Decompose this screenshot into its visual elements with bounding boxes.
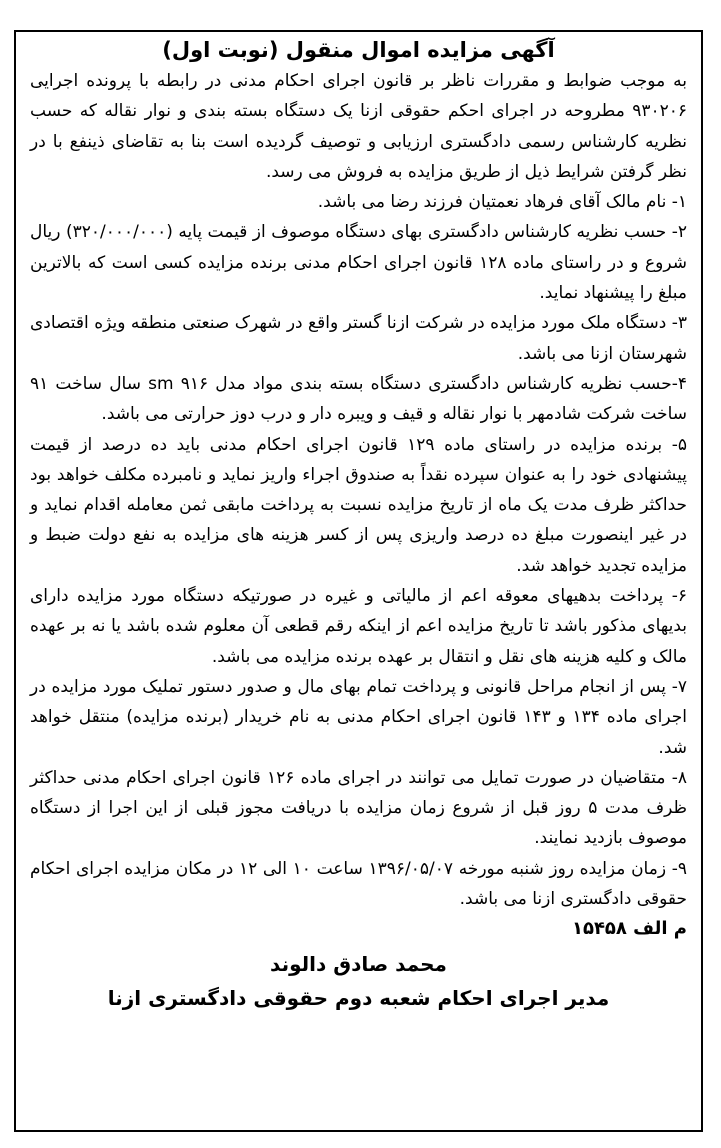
notice-item-3: ۳- دستگاه ملک مورد مزایده در شرکت ازنا گستر واقع در شهرک صنعتی منطقه ویژه اقتصادی شهرستان ازنا می باشد. — [30, 313, 687, 364]
notice-item-6: ۶- پرداخت بدهیهای معوقه اعم از مالیاتی و غیره در صورتیکه دستگاه مورد مزایده دارای بدیهای مذکور باشد تا تاریخ مزایده اعم از اینکه رقم قطعی آن معلوم شده باشد یا نه بر عهده مالک و کلیه هزینه های نقل و انتقال بر عهده برنده مزایده می باشد. — [30, 586, 687, 667]
signatory-title: مدیر اجرای احکام شعبه دوم حقوقی دادگستری ازنا — [107, 986, 610, 1011]
notice-item-7: ۷- پس از انجام مراحل قانونی و پرداخت تمام بهای مال و صدور دستور تملیک مورد مزایده در اجرای ماده ۱۳۴ و ۱۴۳ قانون اجرای احکام مدنی به نام خریدار (برنده مزایده) منتقل خواهد شد. — [30, 676, 687, 758]
notice-frame — [14, 30, 703, 1132]
notice-item-2: ۲- حسب نظریه کارشناس دادگستری بهای دستگاه موصوف از قیمت پایه (۳۲۰/۰۰۰/۰۰۰) ریال شروع و در راستای ماده ۱۲۸ قانون اجرای احکام مدنی برنده مزایده کسی است که بالاترین مبلغ را پیشنهاد نماید. — [30, 222, 687, 304]
reference-number: م الف ۱۵۴۵۸ — [571, 918, 687, 940]
notice-item-1: ۱- نام مالک آقای فرهاد نعمتیان فرزند رضا می باشد. — [317, 192, 687, 213]
notice-item-9: ۹- زمان مزایده روز شنبه مورخه ۱۳۹۶/۰۵/۰۷ ساعت ۱۰ الی ۱۲ در مکان مزایده اجرای احکام حقوقی دادگستری ازنا می باشد. — [30, 858, 687, 910]
notice-item-4: ۴-حسب نظریه کارشناس دادگستری دستگاه بسته بندی مواد مدل sm ۹۱۶ سال ساخت ۹۱ ساخت شرکت شادمهر با نوار نقاله و قیف و ویبره دار و درب دوز حرارتی می باشد. — [30, 373, 687, 425]
notice-item-5: ۵- برنده مزایده در راستای ماده ۱۲۹ قانون اجرای احکام مدنی باید ده درصد از قیمت پیشنهادی خود را به عنوان سپرده نقداً به صندوق اجراء واریز نماید و نامبرده مکلف خواهد بود حداکثر ظرف مدت یک ماه از تاریخ مزایده نسبت به پرداخت مابقی ثمن معامله اقدام نماید و در غیر اینصورت مبلغ ده درصد واریزی پس از کسر هزینه های مزایده به نفع دولت ضبط و مزایده تجدید خواهد شد. — [30, 434, 687, 576]
notice-title: آگهی مزایده اموال منقول (نوبت اول) — [162, 38, 555, 62]
notice-intro: به موجب ضوابط و مقررات ناظر بر قانون اجرای احکام مدنی در رابطه با پرونده اجرایی ۹۳۰۲۰۶ مطروحه در اجرای احکم حقوقی ازنا یک دستگاه بسته بندی و نوار نقاله که حسب نظریه کارشناس رسمی دادگستری ارزیابی و توصیف گردیده است بنا به تقاضای ذینفع با در نظر گرفتن شرایط ذیل از طریق مزایده به فروش می رسد. — [30, 71, 687, 182]
signatory-name: محمد صادق دالوند — [270, 952, 447, 977]
notice-item-8: ۸- متقاضیان در صورت تمایل می توانند در اجرای ماده ۱۲۶ قانون اجرای احکام مدنی حداکثر ظرف مدت ۵ روز قبل از شروع زمان مزایده با دریافت مجوز قبلی از این اجرا از دستگاه موصوف بازدید نمایند. — [30, 767, 688, 849]
